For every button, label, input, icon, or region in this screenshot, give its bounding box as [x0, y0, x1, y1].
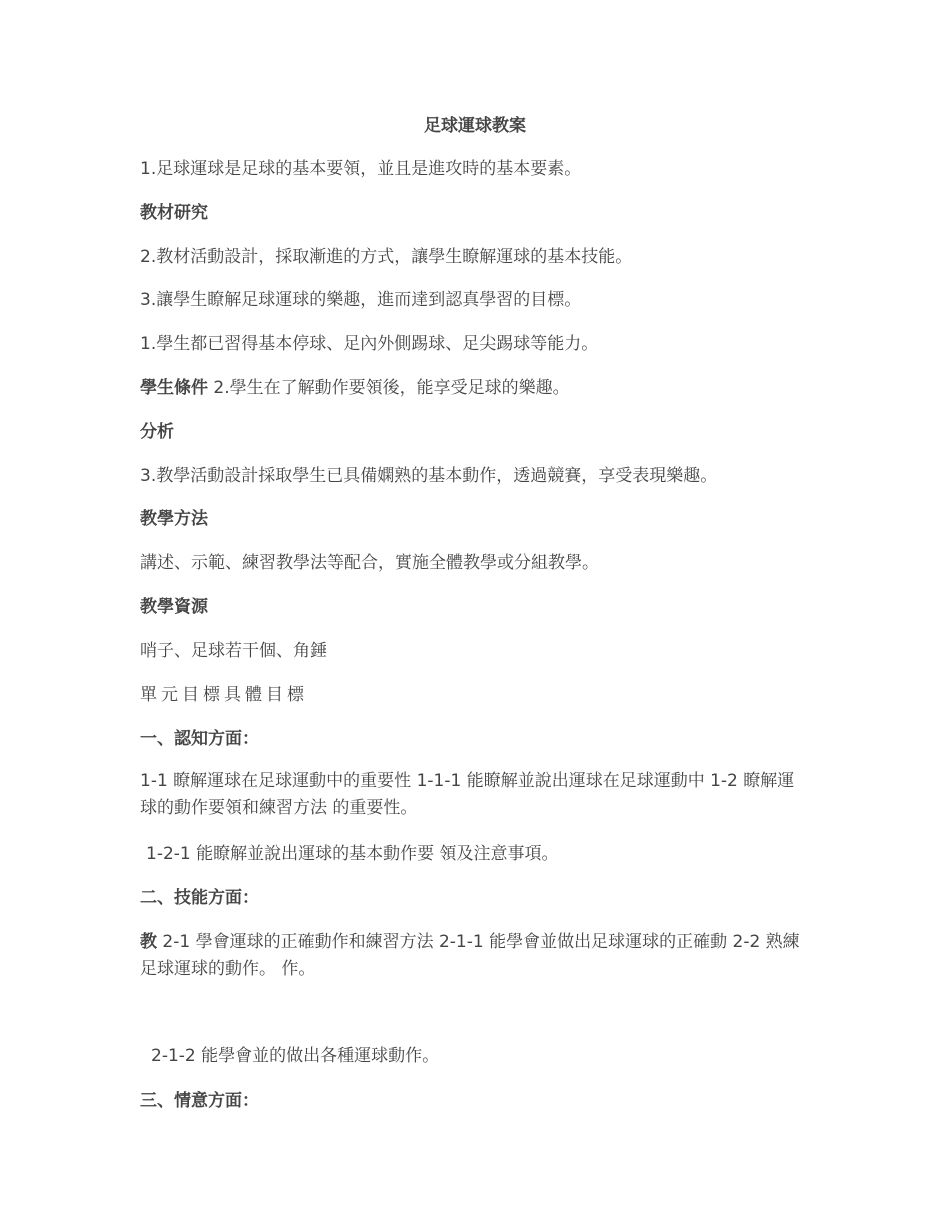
student-paragraph-1: 1.學生都已習得基本停球、足內外側踢球、足尖踢球等能力。 — [140, 334, 599, 354]
heading-teaching-method: 教學方法 — [140, 509, 208, 529]
intro-paragraph: 1.足球運球是足球的基本要領，並且是進攻時的基本要素。 — [140, 159, 582, 179]
skill-paragraph-1 — [140, 929, 800, 983]
cognitive-paragraph-1: 1-1 瞭解運球在足球運動中的重要性 1-1-1 能瞭解並說出運球在足球運動中 1-2 瞭解運球的動作要領和練習方法 的重要性。 — [140, 771, 795, 818]
material-paragraph-2: 2.教材活動設計，採取漸進的方式，讓學生瞭解運球的基本技能。 — [140, 247, 633, 267]
heading-skill: 二、技能方面： — [140, 888, 259, 908]
teaching-method-text: 講述、示範、練習教學法等配合，實施全體教學或分組教學。 — [140, 553, 599, 573]
heading-affective: 三、情意方面： — [140, 1091, 259, 1111]
heading-teaching-resources: 教學資源 — [140, 597, 208, 617]
document-title: 足球運球教案 — [424, 116, 526, 136]
cognitive-paragraph-2: 1-2-1 能瞭解並說出運球的基本動作要 領及注意事項。 — [146, 844, 559, 864]
teaching-resources-text: 哨子、足球若干個、角錘 — [140, 641, 327, 661]
unit-goals-heading: 單元目標具體目標 — [140, 685, 308, 705]
skill-paragraph-1-text: 2-1 學會運球的正確動作和練習方法 2-1-1 能學會並做出足球運球的正確動 2-2 熟練足球運球的動作。 作。 — [140, 932, 800, 979]
student-condition-row — [140, 375, 570, 401]
student-paragraph-3: 3.教學活動設計採取學生已具備嫻熟的基本動作，透過競賽，享受表現樂趣。 — [140, 466, 718, 486]
material-paragraph-3: 3.讓學生瞭解足球運球的樂趣，進而達到認真學習的目標。 — [140, 290, 582, 310]
student-paragraph-2: 2.學生在了解動作要領後，能享受足球的樂趣。 — [213, 378, 570, 398]
heading-cognitive: 一、認知方面： — [140, 729, 259, 749]
skill-paragraph-2: 2-1-2 能學會並的做出各種運球動作。 — [151, 1046, 440, 1066]
heading-student-condition: 學生條件 — [140, 378, 208, 398]
heading-analysis: 分析 — [140, 422, 174, 442]
skill-teach-label: 教 — [140, 932, 157, 952]
heading-material-research: 教材研究 — [140, 203, 208, 223]
